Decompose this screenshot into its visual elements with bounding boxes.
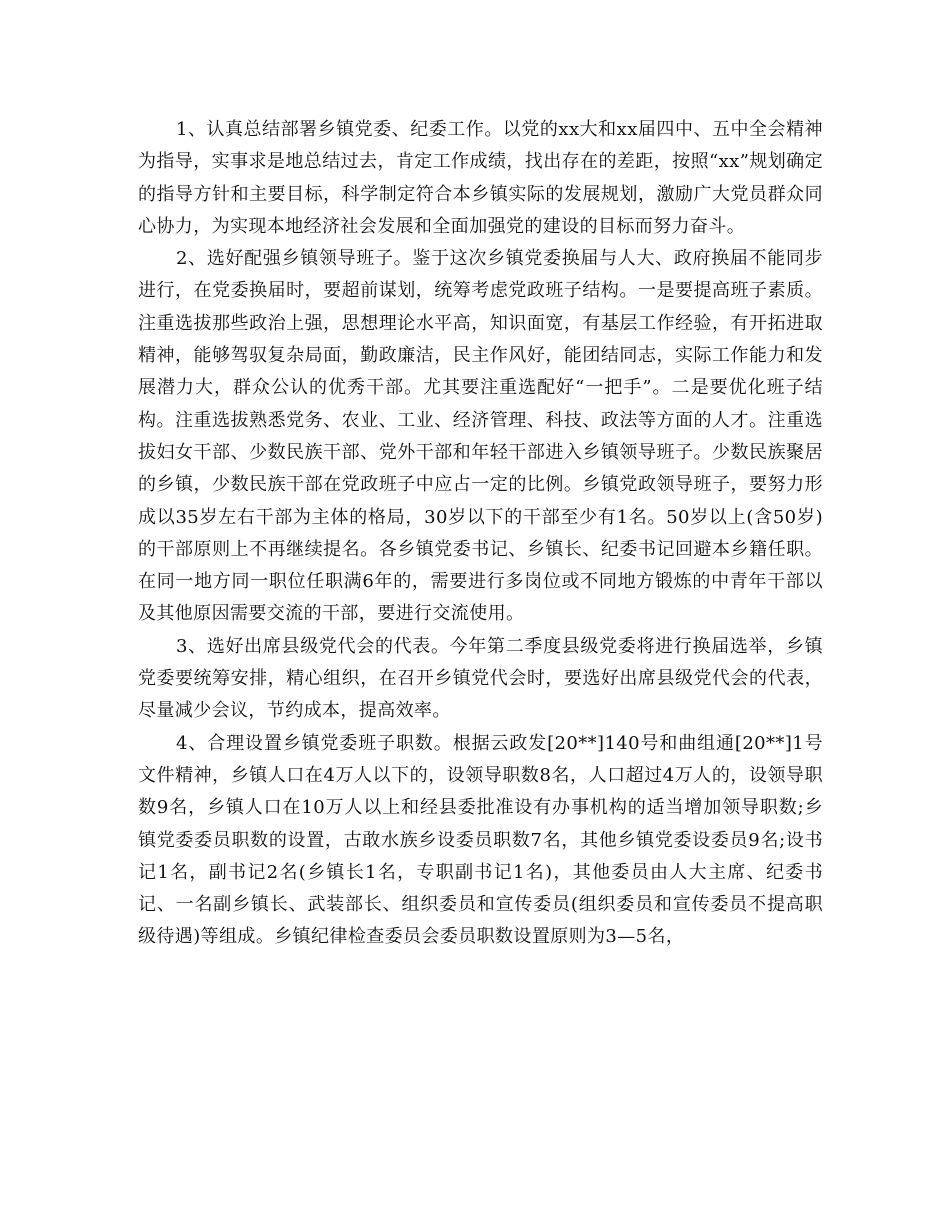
- paragraph-4: 4、合理设置乡镇党委班子职数。根据云政发[20**]140号和曲组通[20**]1号文件精神，乡镇人口在4万人以下的，设领导职数8名，人口超过4万人的，设领导职数9名，乡镇人口在10万人以上和经县委批准设有办事机构的适当增加领导职数;乡镇党委委员职数的设置，古敢水族乡设委员职数7名，其他乡镇党委设委员9名;设书记1名，副书记2名(乡镇长1名，专职副书记1名)，其他委员由人大主席、纪委书记、一名副乡镇长、武装部长、组织委员和宣传委员(组织委员和宣传委员不提高职级待遇)等组成。乡镇纪律检查委员会委员职数设置原则为3—5名，: [138, 732, 823, 948]
- paragraph-3: 3、选好出席县级党代会的代表。今年第二季度县级党委将进行换届选举，乡镇党委要统筹安排，精心组织，在召开乡镇党代会时，要选好出席县级党代会的代表，尽量减少会议，节约成本，提高效率。: [138, 635, 823, 722]
- paragraph-1: 1、认真总结部署乡镇党委、纪委工作。以党的xx大和xx届四中、五中全会精神为指导，实事求是地总结过去，肯定工作成绩，找出存在的差距，按照“xx”规划确定的指导方针和主要目标，科学制定符合本乡镇实际的发展规划，激励广大党员群众同心协力，为实现本地经济社会发展和全面加强党的建设的目标而努力奋斗。: [138, 119, 823, 237]
- document-page: [138, 114, 823, 954]
- paragraph-2: 2、选好配强乡镇领导班子。鉴于这次乡镇党委换届与人大、政府换届不能同步进行，在党委换届时，要超前谋划，统筹考虑党政班子结构。一是要提高班子素质。注重选拔那些政治上强，思想理论水平高，知识面宽，有基层工作经验，有开拓进取精神，能够驾驭复杂局面，勤政廉洁，民主作风好，能团结同志，实际工作能力和发展潜力大，群众公认的优秀干部。尤其要注重选配好“一把手”。二是要优化班子结构。注重选拔熟悉党务、农业、工业、经济管理、科技、政法等方面的人才。注重选拔妇女干部、少数民族干部、党外干部和年轻干部进入乡镇领导班子。少数民族聚居的乡镇，少数民族干部在党政班子中应占一定的比例。乡镇党政领导班子，要努力形成以35岁左右干部为主体的格局，30岁以下的干部至少有1名。50岁以上(含50岁)的干部原则上不再继续提名。各乡镇党委书记、乡镇长、纪委书记回避本乡籍任职。在同一地方同一职位任职满6年的，需要进行多岗位或不同地方锻炼的中青年干部以及其他原因需要交流的干部，要进行交流使用。: [138, 248, 823, 625]
